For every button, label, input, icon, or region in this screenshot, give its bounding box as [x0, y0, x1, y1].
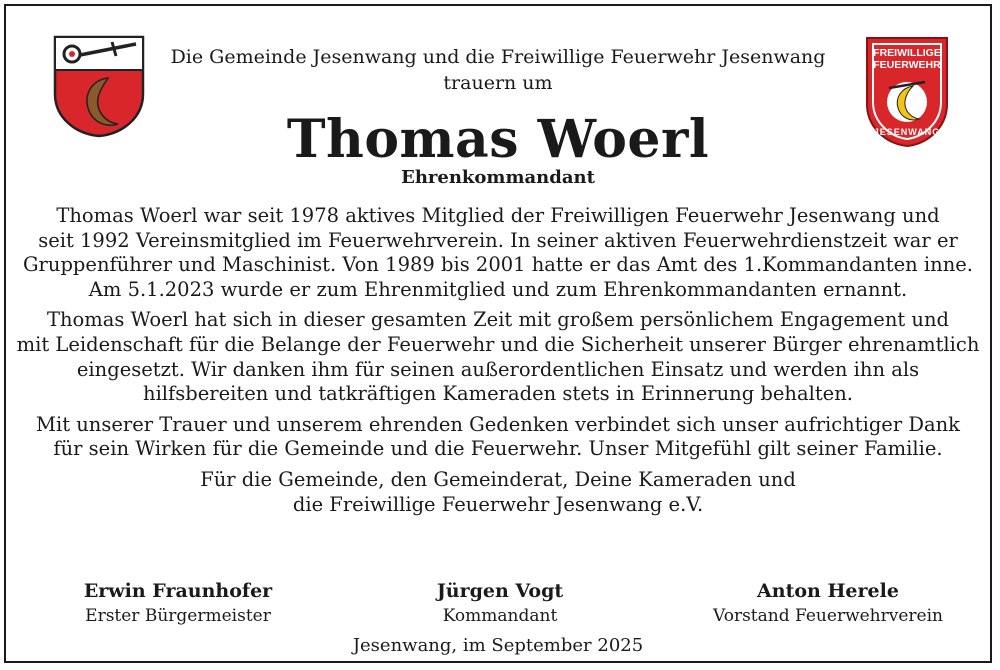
signatory-name: Jürgen Vogt	[436, 580, 564, 602]
obituary-notice	[4, 4, 992, 663]
badge-text-bottom: JESENWANG	[873, 127, 941, 137]
signatory-mayor	[28, 578, 328, 628]
deceased-title: Ehrenkommandant	[401, 167, 595, 188]
text-line: Thomas Woerl hat sich in dieser gesamten Zeit mit großem persönlichem Engagement und	[46, 308, 950, 332]
signatory-chairman	[678, 578, 978, 628]
badge-text-top-1: FREIWILLIGE	[873, 47, 941, 59]
text-line: die Freiwillige Feuerwehr Jesenwang e.V.	[292, 492, 704, 516]
signatory-role: Vorstand Feuerwehrverein	[713, 606, 943, 626]
paragraph	[6, 468, 990, 517]
signatory-role: Kommandant	[442, 606, 558, 626]
obituary-text	[6, 204, 990, 523]
signatory-name: Anton Herele	[757, 580, 899, 602]
text-line: eingesetzt. Wir danken ihm für seinen außerordentlichen Einsatz und werden ihn als	[76, 357, 920, 381]
text-line: Am 5.1.2023 wurde er zum Ehrenmitglied und zum Ehrenkommandanten ernannt.	[88, 277, 908, 301]
text-line: mit Leidenschaft für die Belange der Feuerwehr und die Sicherheit unserer Bürger ehrenamtlich	[16, 332, 980, 356]
intro-line-2: trauern um	[443, 72, 553, 94]
text-line: Thomas Woerl war seit 1978 aktives Mitglied der Freiwilligen Feuerwehr Jesenwang und	[56, 204, 940, 227]
intro-line-1: Die Gemeinde Jesenwang und die Freiwillige Feuerwehr Jesenwang	[170, 46, 826, 68]
deceased-name: Thomas Woerl	[286, 109, 710, 170]
text-line: seit 1992 Vereinsmitglied im Feuerwehrverein. In seiner aktiven Feuerwehrdienstzeit war er	[38, 228, 958, 252]
text-line: für sein Wirken für die Gemeinde und die Feuerwehr. Unser Mitgefühl gilt seiner Familie.	[53, 437, 943, 461]
signatory-commander	[350, 578, 650, 628]
place-date: Jesenwang, im September 2025	[352, 635, 644, 656]
text-line: hilfsbereiten und tatkräftigen Kameraden stets in Erinnerung behalten.	[143, 382, 853, 406]
text-line: Mit unserer Trauer und unserem ehrenden Gedenken verbindet sich unser aufrichtiger Dank	[36, 412, 960, 436]
signatory-role: Erster Bürgermeister	[85, 606, 271, 626]
paragraph	[6, 413, 990, 462]
text-line: Gruppenführer und Maschinist. Von 1989 bis 2001 hatte er das Amt des 1.Kommandanten inne.	[22, 253, 973, 277]
badge-text-top-2: FEUERWEHR	[873, 59, 941, 71]
signatory-name: Erwin Fraunhofer	[83, 580, 273, 602]
text-line: Für die Gemeinde, den Gemeinderat, Deine Kameraden und	[200, 467, 796, 491]
intro	[6, 44, 990, 96]
paragraph	[6, 204, 990, 302]
paragraph	[6, 308, 990, 406]
